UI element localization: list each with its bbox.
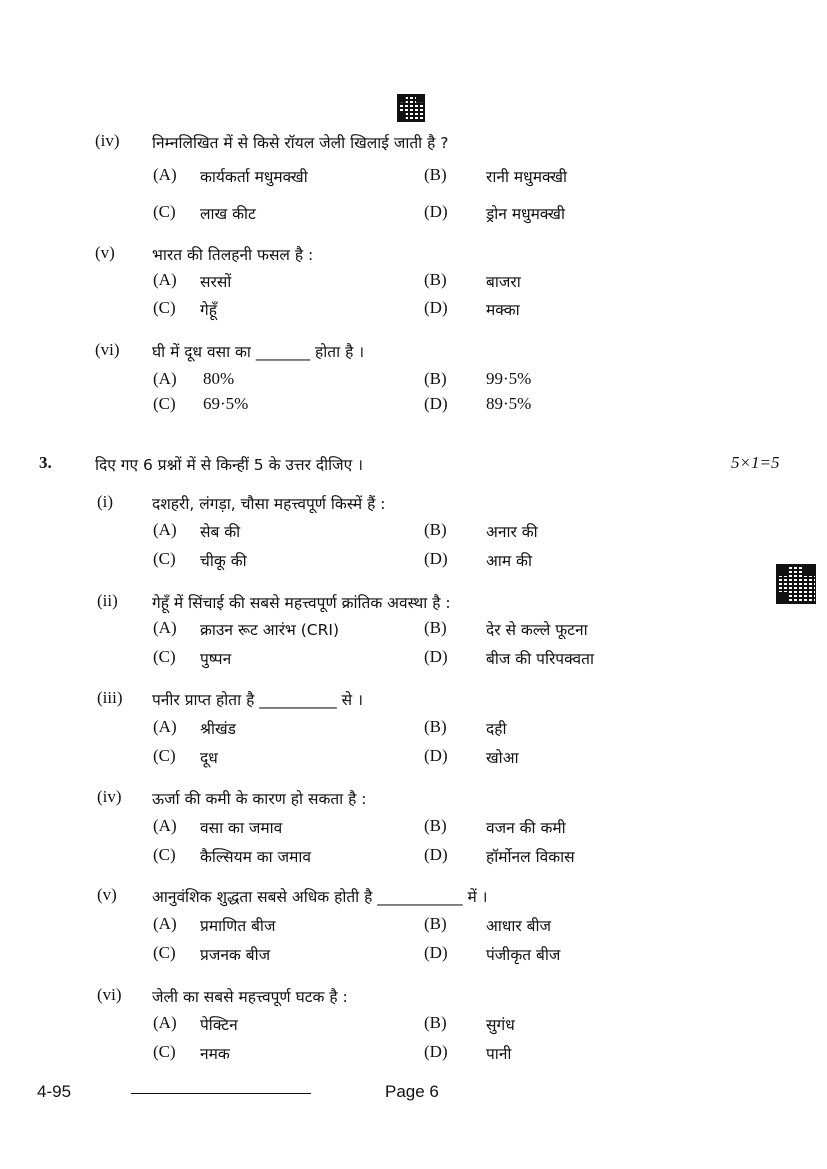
option-text: सेब की <box>200 523 241 541</box>
option-label: (B) <box>424 369 447 388</box>
option-label: (C) <box>153 549 176 568</box>
option-label: (B) <box>424 717 447 736</box>
option-text: ड्रोन मधुमक्खी <box>486 205 565 223</box>
option-text: लाख कीट <box>200 205 256 223</box>
question-number: (v) <box>95 243 115 262</box>
option-label: (C) <box>153 746 176 765</box>
option-text: वजन की कमी <box>486 819 566 837</box>
option-text: खोआ <box>486 749 519 767</box>
option-text: वसा का जमाव <box>200 819 283 837</box>
option-text: कैल्सियम का जमाव <box>200 848 312 866</box>
option-label: (A) <box>153 618 177 637</box>
question-number: (ii) <box>97 591 118 610</box>
option-label: (D) <box>424 298 448 317</box>
option-text: हॉर्मोनल विकास <box>486 848 575 866</box>
option-text: बाजरा <box>486 273 521 291</box>
option-label: (D) <box>424 647 448 666</box>
option-label: (C) <box>153 1042 176 1061</box>
option-text: रानी मधुमक्खी <box>486 168 568 186</box>
option-label: (B) <box>424 165 447 184</box>
question-text: दशहरी, लंगड़ा, चौसा महत्त्वपूर्ण किस्में हैं : <box>152 495 386 513</box>
option-text: 89·5% <box>486 394 532 413</box>
option-text: 69·5% <box>203 394 249 413</box>
question-number: (v) <box>97 885 117 904</box>
option-label: (A) <box>153 369 177 388</box>
option-label: (A) <box>153 520 177 539</box>
question-text: पनीर प्राप्त होता है __________ से । <box>152 691 363 709</box>
option-text: आधार बीज <box>486 917 552 935</box>
option-text: कार्यकर्ता मधुमक्खी <box>200 168 308 186</box>
option-text: देर से कल्ले फूटना <box>486 621 588 639</box>
option-text: पंजीकृत बीज <box>486 946 561 964</box>
option-label: (C) <box>153 394 176 413</box>
option-label: (A) <box>153 1013 177 1032</box>
option-text: दूध <box>200 749 218 767</box>
option-label: (A) <box>153 165 177 184</box>
question-3-marks: 5×1=5 <box>731 453 780 472</box>
question-number: (vi) <box>97 985 122 1004</box>
question-number: (iv) <box>97 787 122 806</box>
option-text: क्राउन रूट आरंभ (CRI) <box>200 621 339 639</box>
option-label: (D) <box>424 549 448 568</box>
option-label: (D) <box>424 845 448 864</box>
option-label: (D) <box>424 1042 448 1061</box>
option-text: गेहूँ <box>200 301 217 319</box>
question-3-instruction: दिए गए 6 प्रश्नों में से किन्हीं 5 के उत्तर दीजिए । <box>95 456 364 474</box>
option-label: (A) <box>153 270 177 289</box>
option-label: (C) <box>153 943 176 962</box>
option-label: (A) <box>153 717 177 736</box>
option-label: (C) <box>153 845 176 864</box>
option-label: (C) <box>153 202 176 221</box>
option-text: चीकू की <box>200 552 247 570</box>
option-label: (D) <box>424 746 448 765</box>
option-text: पुष्पन <box>200 650 232 668</box>
option-text: सुगंध <box>486 1016 515 1034</box>
option-text: 80% <box>203 369 235 388</box>
option-label: (D) <box>424 394 448 413</box>
paper-code: 4-95 <box>37 1082 72 1101</box>
question-number: (vi) <box>95 340 120 359</box>
question-text: निम्नलिखित में से किसे रॉयल जेली खिलाई जाती है ? <box>152 134 449 152</box>
option-text: प्रजनक बीज <box>200 946 271 964</box>
option-label: (D) <box>424 202 448 221</box>
option-label: (C) <box>153 647 176 666</box>
option-label: (B) <box>424 914 447 933</box>
option-label: (A) <box>153 914 177 933</box>
question-text: घी में दूध वसा का _______ होता है । <box>152 343 365 361</box>
option-text: बीज की परिपक्वता <box>486 650 595 668</box>
option-label: (B) <box>424 1013 447 1032</box>
option-text: 99·5% <box>486 369 532 388</box>
option-label: (B) <box>424 816 447 835</box>
option-text: पेक्टिन <box>200 1016 238 1034</box>
option-text: अनार की <box>486 523 538 541</box>
question-text: गेहूँ में सिंचाई की सबसे महत्त्वपूर्ण क्रांतिक अवस्था है : <box>152 594 451 612</box>
option-label: (B) <box>424 270 447 289</box>
option-text: सरसों <box>200 273 232 291</box>
question-text: जेली का सबसे महत्त्वपूर्ण घटक है : <box>152 988 348 1006</box>
question-3-number: 3. <box>39 453 52 472</box>
qr-code-right <box>776 564 816 604</box>
option-text: मक्का <box>486 301 520 319</box>
question-number: (iii) <box>97 688 123 707</box>
option-text: नमक <box>200 1045 230 1063</box>
question-text: भारत की तिलहनी फसल है : <box>152 246 314 264</box>
option-label: (A) <box>153 816 177 835</box>
option-text: दही <box>486 720 507 738</box>
option-label: (B) <box>424 520 447 539</box>
page-number: Page 6 <box>385 1082 439 1101</box>
option-label: (C) <box>153 298 176 317</box>
question-text: आनुवंशिक शुद्धता सबसे अधिक होती है ___________ में । <box>152 888 488 906</box>
question-number: (iv) <box>95 131 120 150</box>
option-text: प्रमाणित बीज <box>200 917 276 935</box>
option-label: (B) <box>424 618 447 637</box>
question-text: ऊर्जा की कमी के कारण हो सकता है : <box>152 790 367 808</box>
footer-rule <box>131 1093 311 1094</box>
question-number: (i) <box>97 492 114 511</box>
option-text: आम की <box>486 552 532 570</box>
qr-code-top <box>397 94 425 122</box>
option-text: पानी <box>486 1045 512 1063</box>
option-text: श्रीखंड <box>200 720 236 738</box>
option-label: (D) <box>424 943 448 962</box>
